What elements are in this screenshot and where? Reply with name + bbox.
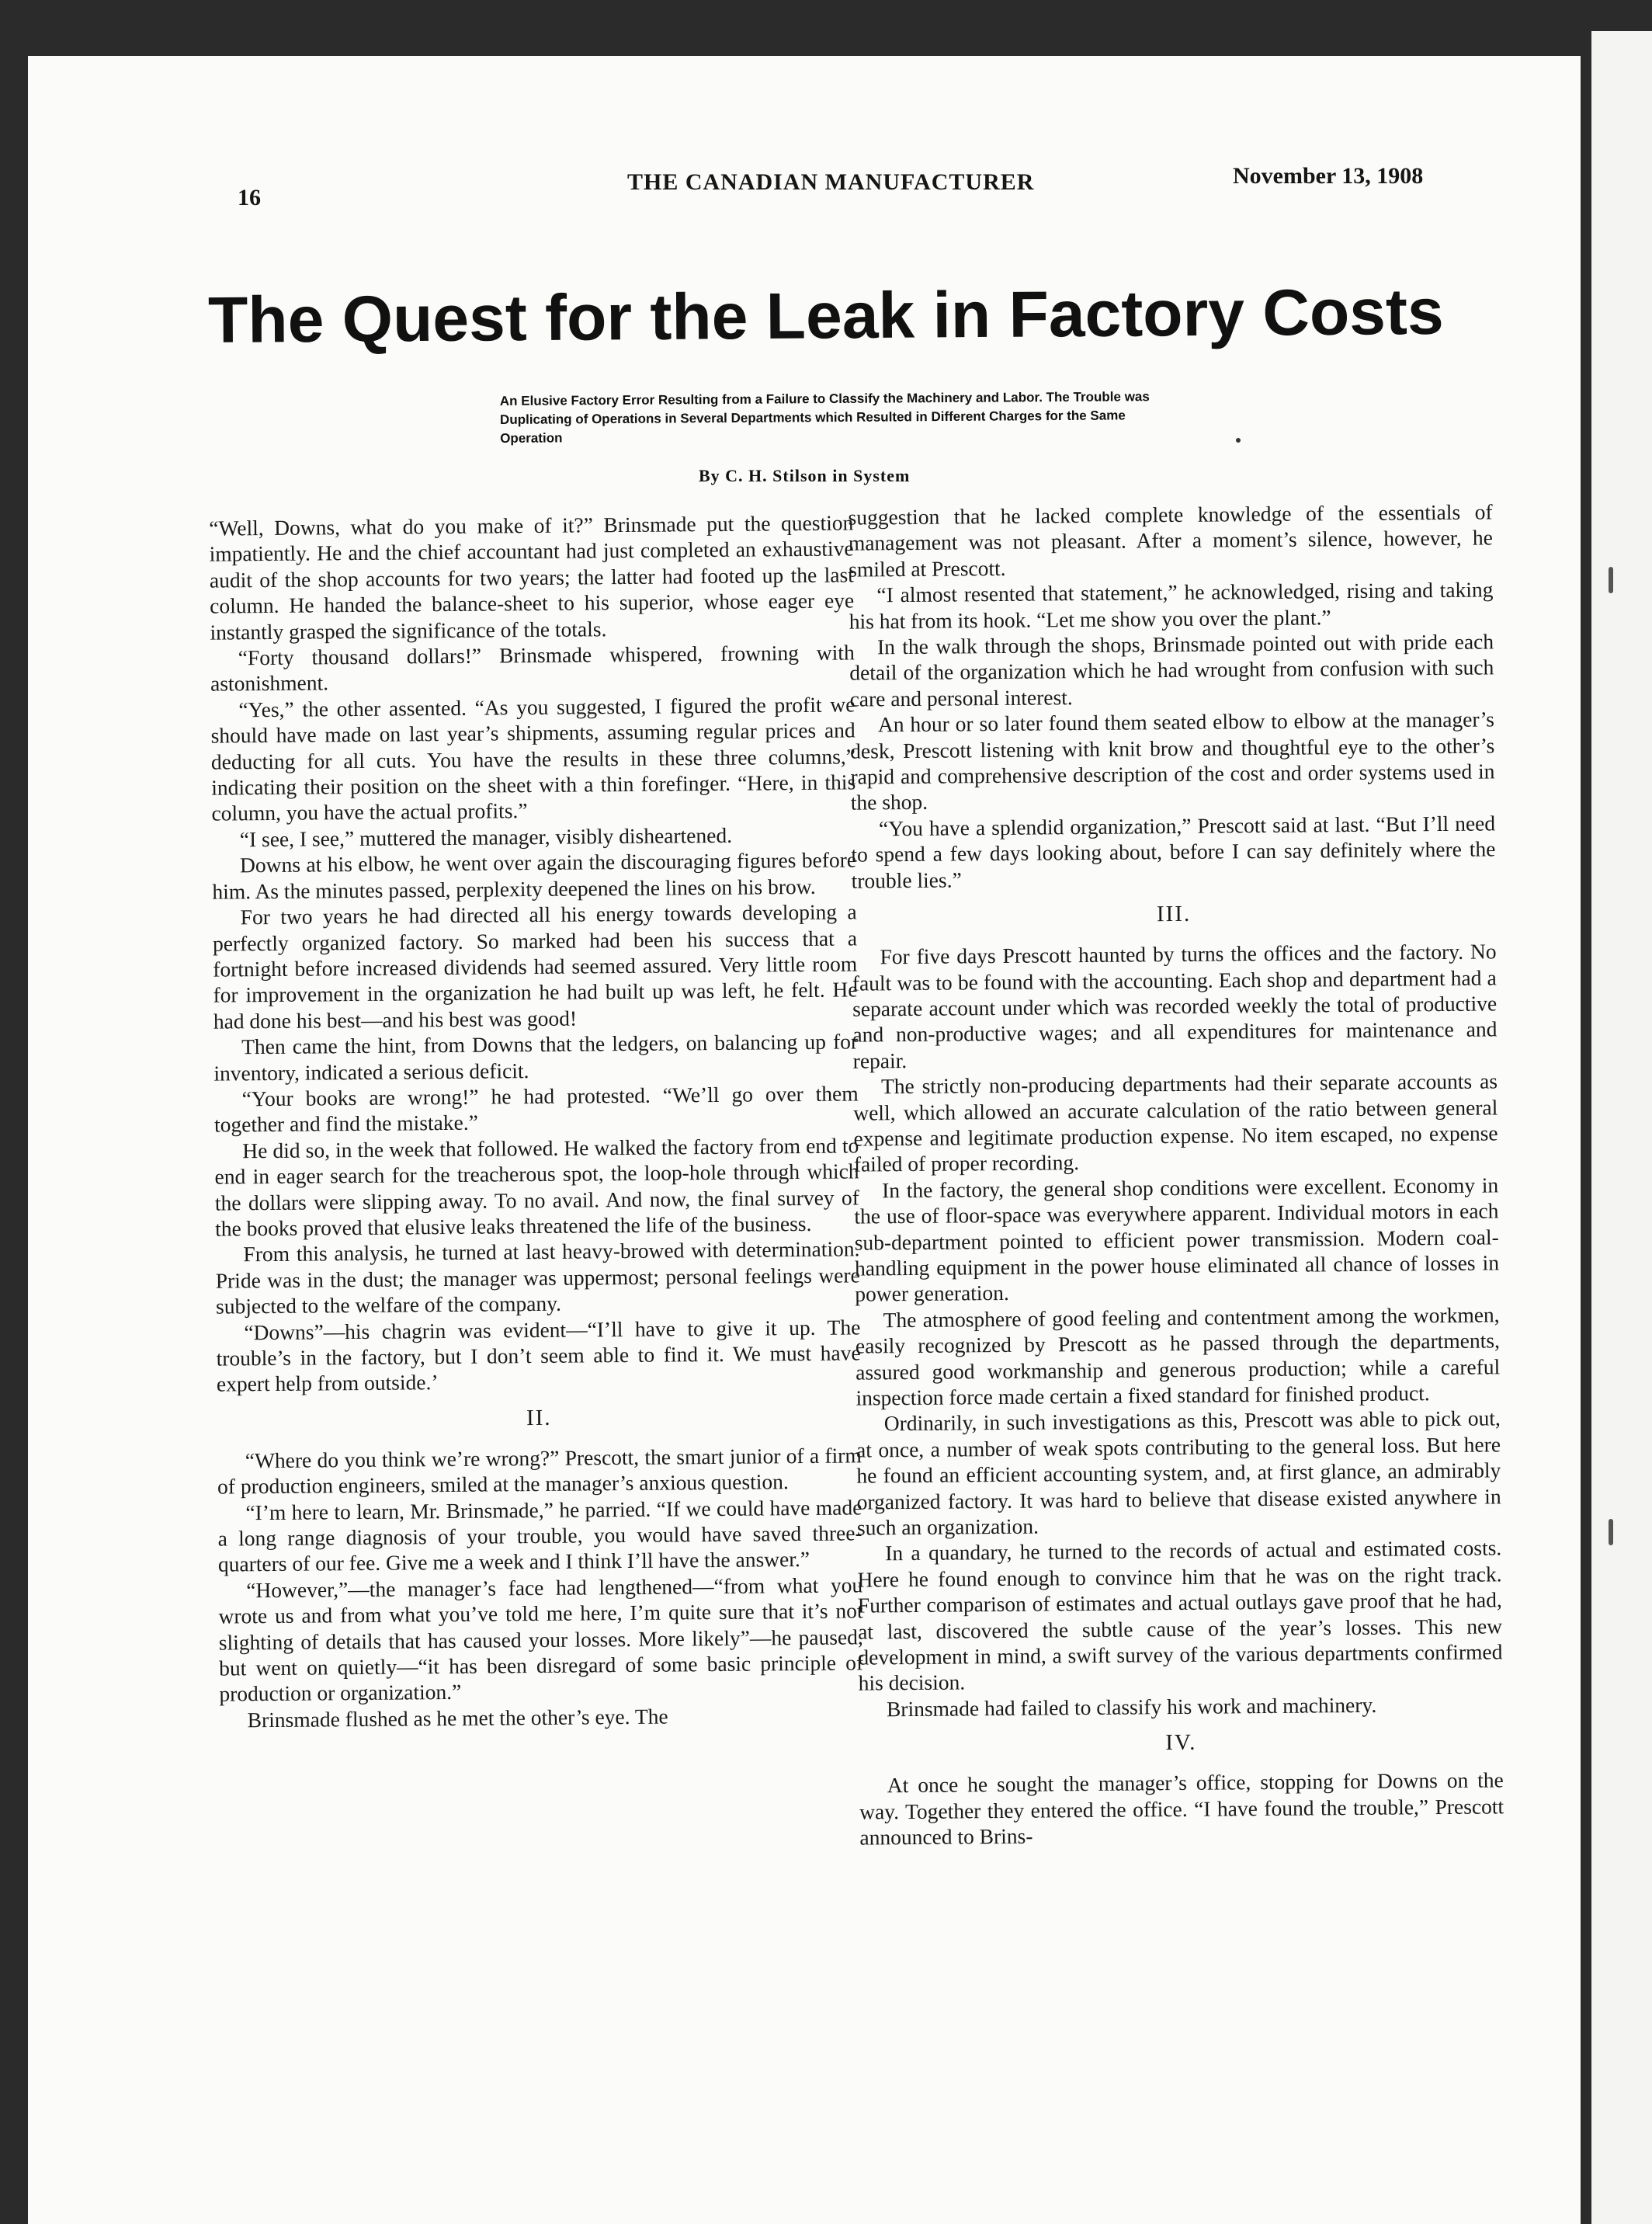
section-heading-iii: III. xyxy=(1156,901,1192,927)
paragraph: “Where do you think we’re wrong?” Prescott, the smart junior of a firm of production engineers, smiled at the manager’s anxious question. xyxy=(217,1443,862,1499)
paragraph: The strictly non-producing departments had their separate accounts as well, which allowed an accurate calculation of the ratio between general expense and legitimate production expense. No item escaped, no expense failed of proper recording. xyxy=(853,1069,1498,1176)
paragraph: In the factory, the general shop conditions were excellent. Economy in the use of floor-space was everywhere apparent. Individual motors in each sub-department pointed to efficient power transmission. Modern coal-handling equipment in the power house eliminated all chance of losses in power generation. xyxy=(854,1173,1500,1306)
edge-mark xyxy=(1609,1519,1613,1545)
paragraph: At once he sought the manager’s office, stopping for Downs on the way. Together they entered the office. “I have found the trouble,” Prescott announced to Brins- xyxy=(859,1767,1504,1850)
page-number: 16 xyxy=(238,185,261,210)
paragraph: An hour or so later found them seated elbow to elbow at the manager’s desk, Prescott listening with knit brow and thoughtful eye to the other’s rapid and comprehensive description of the cost and order systems used in the shop. xyxy=(850,707,1495,815)
paragraph: Then came the hint, from Downs that the ledgers, on balancing up for inventory, indicated a serious deficit. xyxy=(213,1029,859,1086)
paragraph: Ordinarily, in such investigations as this, Prescott was able to pick out, at once, a number of weak spots contributing to the general loss. But here he found an efficient accounting system, and, at first glance, an admirably organized factory. It was hard to believe that disease existed anywhere in such an organization. xyxy=(856,1406,1501,1540)
paragraph: “You have a splendid organization,” Prescott said at last. “But I’ll need to spend a few days looking about, before I can say definitely where the trouble lies.” xyxy=(851,811,1496,893)
paragraph: Downs at his elbow, he went over again the discouraging figures before him. As the minutes passed, perplexity deepened the lines on his brow. xyxy=(212,847,857,904)
paragraph: For five days Prescott haunted by turns the offices and the factory. No fault was to be found with the accounting. Each shop and department had a separate account under which was recorded weekly the total of productive and non-productive wages; and all expenditures for maintenance and repair. xyxy=(852,939,1498,1073)
paragraph: “I see, I see,” muttered the manager, visibly disheartened. xyxy=(239,822,733,852)
paragraph: “Well, Downs, what do you make of it?” Brinsmade put the question impatiently. He and the chief accountant had just completed an exhaustive audit of the shop accounts for two years; the latter had footed up the last column. He handed the balance-sheet to his superior, whose eager eye instantly grasped the significance of the totals. xyxy=(209,510,855,645)
paragraph: “Forty thousand dollars!” Brinsmade whispered, frowning with astonishment. xyxy=(210,640,855,697)
article-title: The Quest for the Leak in Factory Costs xyxy=(207,274,1444,356)
paragraph: suggestion that he lacked complete knowledge of the essentials of management was not pleasant. After a moment’s silence, however, he smiled at Prescott. xyxy=(848,499,1493,582)
edge-mark xyxy=(1609,567,1613,593)
paragraph: He did so, in the week that followed. He walked the factory from end to end in eager search for the treacherous spot, the loop-hole through which the dollars were slipping away. To no avail. And now, the final survey of the books proved that elusive leaks threatened the life of the business. xyxy=(214,1133,860,1241)
paragraph: Brinsmade had failed to classify his work and machinery. xyxy=(886,1692,1377,1722)
left-column xyxy=(209,509,864,1732)
issue-date: November 13, 1908 xyxy=(1233,163,1424,189)
right-column xyxy=(848,499,1504,1850)
magazine-page xyxy=(28,56,1581,2224)
ink-speck xyxy=(1236,438,1241,443)
paragraph: “Your books are wrong!” he had protested. “We’ll go over them together and find the mistake.” xyxy=(213,1081,859,1137)
section-heading-iv: IV. xyxy=(1165,1730,1197,1756)
paragraph: In a quandary, he turned to the records of actual and estimated costs. Here he found enough to convince him that he was on the right track. Further comparison of estimates and actual outlays gave proof that he had, at last, discovered the subtle cause of the year’s losses. This new development in mind, a swift survey of the various departments confirmed his decision. xyxy=(857,1535,1503,1696)
paragraph: From this analysis, he turned at last heavy-browed with determination. Pride was in the dust; the manager was uppermost; personal feelings were subjected to the welfare of the company. xyxy=(215,1236,860,1319)
paragraph: The atmosphere of good feeling and contentment among the workmen, easily recognized by Prescott as he passed through the departments, assured good workmanship and generous production; while a careful inspection force made certain a fixed standard for finished product. xyxy=(855,1302,1501,1410)
paragraph: In the walk through the shops, Brinsmade pointed out with pride each detail of the organization which he had wrought from confusion with such care and personal interest. xyxy=(849,629,1494,711)
article-deck: An Elusive Factory Error Resulting from a Failure to Classify the Machinery and Labor. The Trouble was Duplicating of Operations in Several Departments which Resulted in Different Charges for the Same Operation xyxy=(499,389,1150,447)
article-byline: By C. H. Stilson in System xyxy=(699,466,911,485)
paragraph: For two years he had directed all his energy towards developing a perfectly organized factory. So marked had been his success that a fortnight before increased dividends had seemed assured. Very little room for improvement in the organization he had built up was left, he felt. He had done his best—and his best was good! xyxy=(212,899,858,1034)
paragraph: “I almost resented that statement,” he acknowledged, rising and taking his hat from its hook. “Let me show you over the plant.” xyxy=(849,577,1494,634)
adjacent-page-edge xyxy=(1591,31,1652,2224)
section-heading-ii: II. xyxy=(526,1405,552,1430)
paragraph: “Yes,” the other assented. “As you suggested, I figured the profit we should have made on last year’s shipments, assuming regular prices and deducting for all cuts. You have the results in these three columns,” indicating their position on the sheet with a thin forefinger. “Here, in this column, you have the actual profits.” xyxy=(210,692,856,826)
paragraph: “However,”—the manager’s face had lengthened—“from what you wrote us and from what you’ve told me here, I’m quite sure that it’s not slighting of details that has caused your losses. More likely”—he paused, but went on quietly—“it has been disregard of some basic principle of production or organization.” xyxy=(218,1572,864,1707)
magazine-title: THE CANADIAN MANUFACTURER xyxy=(627,169,1035,195)
paragraph: “I’m here to learn, Mr. Brinsmade,” he parried. “If we could have made a long range diagnosis of your trouble, you would have saved three-quarters of our fee. Give me a week and I think I’ll have the answer.” xyxy=(217,1494,862,1577)
paragraph: Brinsmade flushed as he met the other’s eye. The xyxy=(247,1704,668,1732)
paragraph: “Downs”—his chagrin was evident—“I’ll have to give it up. The trouble’s in the factory, but I don’t seem able to find it. We must have expert help from outside.’ xyxy=(216,1314,861,1397)
